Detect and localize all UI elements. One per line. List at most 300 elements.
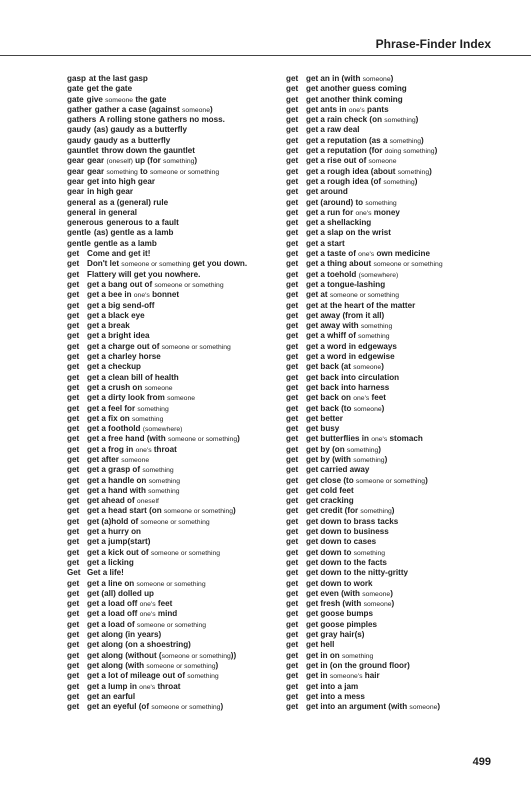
phrase-placeholder: someone or something [146, 662, 216, 670]
index-headword: get [286, 362, 299, 372]
phrase-text: get into an argument (with [306, 702, 410, 712]
index-headword: get [286, 454, 299, 464]
index-entry [286, 167, 502, 177]
index-entry [286, 301, 502, 311]
index-phrase [306, 537, 376, 546]
index-headword: get [67, 290, 80, 300]
index-phrase [306, 579, 373, 588]
index-phrase [306, 125, 360, 134]
index-headword: get [67, 496, 80, 506]
phrase-placeholder: someone or something [163, 508, 234, 516]
index-entry [67, 218, 283, 228]
index-phrase [306, 434, 423, 443]
index-phrase [306, 290, 399, 299]
index-phrase [87, 352, 161, 361]
phrase-text: get another think coming [306, 94, 403, 104]
phrase-placeholder: someone [409, 704, 438, 712]
index-phrase [87, 476, 180, 485]
phrase-text: get a taste of [306, 249, 359, 259]
index-headword: get [286, 300, 299, 310]
index-phrase [87, 95, 167, 104]
phrase-text: ) [391, 599, 395, 609]
index-phrase [87, 527, 141, 536]
index-headword: get [67, 413, 80, 423]
phrase-text: get in on [306, 650, 342, 660]
phrase-text: get a start [306, 238, 345, 248]
phrase-text: as a (general) rule [98, 197, 169, 207]
phrase-placeholder: someone or something [167, 436, 238, 444]
index-phrase [306, 486, 354, 495]
index-phrase [306, 105, 389, 114]
index-headword: get [286, 382, 299, 392]
index-headword: get [67, 640, 80, 650]
index-phrase [306, 84, 407, 93]
phrase-text: get a tongue-lashing [306, 279, 386, 289]
index-entry [67, 599, 283, 609]
phrase-text: get back (to [306, 403, 354, 413]
index-headword: get [286, 104, 299, 114]
index-entry [286, 434, 502, 444]
index-entry [286, 239, 502, 249]
phrase-text: ) [415, 115, 419, 125]
index-phrase [89, 74, 148, 83]
phrase-placeholder: one's [139, 611, 156, 619]
phrase-placeholder: someone or something [121, 261, 191, 269]
index-phrase [306, 682, 358, 691]
index-headword: get [67, 475, 80, 485]
phrase-text: get a shellacking [306, 218, 372, 228]
index-entry [67, 548, 283, 558]
phrase-text: get in [306, 671, 330, 681]
phrase-text: gentle as a lamb [93, 238, 157, 248]
phrase-text: get a reputation (as a [306, 135, 390, 145]
index-headword: get [67, 434, 80, 444]
phrase-text: ) [215, 660, 219, 670]
phrase-placeholder: something [106, 168, 138, 176]
phrase-placeholder: doing something [384, 148, 435, 156]
index-entry [286, 589, 502, 599]
index-headword: get [67, 506, 80, 516]
index-headword: get [67, 516, 80, 526]
phrase-text: get a load off [87, 609, 140, 619]
index-entry [67, 609, 283, 619]
index-phrase [87, 404, 169, 413]
index-headword: get [67, 650, 80, 660]
phrase-text: get (around) to [306, 197, 366, 207]
index-entry [286, 259, 502, 269]
index-entry [286, 517, 502, 527]
phrase-placeholder: something [389, 137, 422, 145]
index-phrase [306, 630, 364, 639]
index-entry [67, 579, 283, 589]
index-entry [67, 476, 283, 486]
index-column-left [67, 74, 283, 712]
index-phrase [306, 599, 394, 608]
phrase-text: ) [414, 176, 418, 186]
index-entry [67, 280, 283, 290]
index-phrase [87, 506, 236, 515]
phrase-text: get down to cases [306, 537, 377, 547]
index-phrase [87, 301, 154, 310]
index-headword: get [67, 310, 80, 320]
index-headword: get [67, 660, 80, 670]
index-headword: get [67, 588, 80, 598]
index-headword: get [67, 691, 80, 701]
phrase-text: get carried away [306, 465, 370, 475]
index-entry [67, 661, 283, 671]
phrase-text: ) [437, 702, 441, 712]
index-headword: get [67, 321, 80, 331]
phrase-placeholder: (somewhere) [142, 426, 183, 434]
phrase-text: get a thing about [306, 259, 374, 269]
phrase-text: ) [390, 74, 394, 83]
index-headword: gentle [67, 238, 91, 248]
index-entry [67, 537, 283, 547]
index-headword: get [286, 238, 299, 248]
phrase-text: get an eyeful (of [87, 702, 152, 712]
index-entry [286, 393, 502, 403]
index-headword: get [286, 372, 299, 382]
index-entry [67, 84, 283, 94]
index-phrase [306, 404, 384, 413]
phrase-placeholder: someone or something [150, 549, 221, 557]
index-entry [286, 362, 502, 372]
index-entry [286, 506, 502, 516]
phrase-text: get around [306, 187, 348, 197]
phrase-text: get a reputation (for [306, 146, 385, 156]
index-phrase [87, 167, 219, 176]
phrase-text: generous to a fault [106, 218, 179, 228]
phrase-text: get down to [306, 547, 354, 557]
phrase-placeholder: something [148, 487, 180, 495]
index-phrase [106, 218, 178, 227]
index-entry [67, 290, 283, 300]
phrase-text: ) [210, 104, 213, 114]
index-headword: get [67, 547, 80, 557]
index-phrase [87, 661, 218, 670]
index-phrase [306, 424, 339, 433]
phrase-text: get ahead of [87, 496, 137, 506]
index-phrase [306, 373, 399, 382]
phrase-text: get a free hand (with [87, 434, 168, 444]
phrase-text: get by (on [306, 444, 347, 454]
phrase-text: get a dirty look from [87, 393, 168, 403]
index-phrase [306, 651, 373, 660]
index-phrase [87, 249, 150, 258]
phrase-text: get a clean bill of health [87, 372, 179, 382]
index-headword: gauntlet [67, 146, 99, 156]
phrase-text: get a rough idea (about [306, 166, 398, 176]
phrase-placeholder: one's [358, 251, 375, 259]
index-headword: get [67, 444, 80, 454]
index-headword: get [286, 609, 299, 619]
index-entry [286, 486, 502, 496]
index-phrase [87, 270, 200, 279]
phrase-placeholder: someone [363, 601, 392, 609]
index-phrase [87, 424, 182, 433]
index-entry [67, 105, 283, 115]
phrase-placeholder: someone [353, 405, 382, 413]
index-entry [286, 136, 502, 146]
index-headword: get [67, 259, 80, 269]
index-entry [67, 362, 283, 372]
index-phrase [306, 476, 428, 485]
phrase-text: get down to brass tacks [306, 516, 399, 526]
index-phrase [99, 208, 137, 217]
index-entry [286, 280, 502, 290]
index-headword: general [67, 207, 96, 217]
index-headword: get [286, 444, 299, 454]
index-phrase [87, 599, 172, 608]
index-entry [286, 352, 502, 362]
phrase-placeholder: one's [133, 292, 150, 300]
index-phrase [87, 537, 150, 546]
phrase-placeholder: someone or something [136, 580, 206, 588]
index-entry [286, 640, 502, 650]
index-phrase [94, 228, 174, 237]
phrase-text: get an in (with [306, 74, 363, 83]
index-headword: get [67, 362, 80, 372]
index-headword: get [286, 403, 299, 413]
phrase-text: get a lot of mileage out of [87, 671, 188, 681]
phrase-placeholder: someone or something [355, 477, 426, 485]
phrase-text: (as) gaudy as a butterfly [93, 125, 187, 135]
index-phrase [87, 651, 236, 660]
index-phrase [87, 156, 197, 165]
index-entry [286, 414, 502, 424]
phrase-placeholder: something [365, 199, 397, 207]
phrase-placeholder: oneself [136, 498, 159, 506]
phrase-text: get a grasp of [87, 465, 143, 475]
index-headword: get [286, 341, 299, 351]
phrase-text: get another guess coming [306, 84, 407, 94]
phrase-text: mind [155, 609, 178, 619]
index-headword: get [286, 259, 299, 269]
index-phrase [87, 465, 174, 474]
index-entry [67, 228, 283, 238]
index-phrase [87, 393, 195, 402]
phrase-text: )) [230, 650, 237, 660]
index-entry [67, 125, 283, 135]
index-entry [286, 424, 502, 434]
index-entry [286, 218, 502, 228]
phrase-text: hair [362, 671, 380, 681]
index-headword: get [286, 465, 299, 475]
index-entry [67, 517, 283, 527]
index-entry [67, 589, 283, 599]
index-entry [67, 393, 283, 403]
phrase-text: in general [98, 207, 138, 217]
phrase-placeholder: someone or something [373, 261, 443, 269]
index-headword: get [286, 166, 299, 176]
index-phrase [87, 486, 180, 495]
index-entry [67, 177, 283, 187]
index-phrase [87, 280, 224, 289]
phrase-text: get a licking [87, 557, 134, 567]
index-headword: get [286, 228, 299, 238]
index-phrase [87, 445, 177, 454]
index-headword: gather [67, 104, 92, 114]
index-entry [286, 228, 502, 238]
phrase-text: get the gate [86, 84, 133, 94]
phrase-text: get a hand with [87, 485, 149, 495]
phrase-placeholder: something [163, 158, 195, 166]
phrase-placeholder: someone or something [140, 518, 210, 526]
phrase-text: get by (with [306, 454, 354, 464]
index-entry [67, 270, 283, 280]
index-phrase [306, 383, 389, 392]
index-phrase [306, 548, 385, 557]
index-entry [67, 486, 283, 496]
phrase-text: get a checkup [87, 362, 141, 372]
index-entry [286, 537, 502, 547]
phrase-placeholder: (oneself) [106, 158, 133, 166]
phrase-text: get a rough idea (of [306, 176, 384, 186]
index-entry [286, 651, 502, 661]
page-number: 499 [472, 756, 491, 768]
index-entry [67, 671, 283, 681]
phrase-text: get into high gear [87, 176, 156, 186]
index-entry [67, 239, 283, 249]
phrase-text: ) [429, 166, 432, 176]
index-phrase [87, 342, 231, 351]
index-entry [286, 177, 502, 187]
phrase-text: ) [381, 403, 385, 413]
index-headword: get [286, 681, 299, 691]
phrase-placeholder: something [142, 467, 174, 475]
index-headword: generous [67, 218, 104, 228]
index-phrase [87, 84, 132, 93]
index-entry [286, 568, 502, 578]
index-entry [67, 496, 283, 506]
index-phrase [87, 455, 149, 464]
index-entry [286, 548, 502, 558]
phrase-text: ) [421, 135, 424, 145]
phrase-placeholder: something [341, 652, 374, 660]
index-phrase [87, 362, 141, 371]
index-entry [286, 630, 502, 640]
index-headword: get [286, 352, 299, 362]
index-phrase [87, 311, 145, 320]
phrase-placeholder: someone [105, 96, 134, 104]
phrase-text: get butterflies in [306, 434, 372, 444]
phrase-text: get a rise out of [306, 156, 369, 166]
phrase-text: in high gear [87, 187, 133, 197]
phrase-text: Don't let [87, 259, 122, 269]
phrase-text: get hell [306, 640, 335, 650]
phrase-text: give [86, 94, 106, 104]
phrase-text: get a bright idea [87, 331, 150, 341]
index-entry [286, 558, 502, 568]
index-entry [286, 661, 502, 671]
index-entry [286, 125, 502, 135]
phrase-text: get a word in edgeways [306, 341, 397, 351]
phrase-placeholder: something [353, 456, 385, 464]
index-headword: get [67, 382, 80, 392]
index-entry [67, 414, 283, 424]
phrase-text: get a raw deal [306, 125, 360, 135]
index-headword: get [67, 300, 80, 310]
phrase-text: pants [364, 104, 389, 114]
index-headword: get [67, 609, 80, 619]
index-headword: get [286, 547, 299, 557]
phrase-text: gather a case (against [94, 104, 183, 114]
index-entry [67, 156, 283, 166]
phrase-text: get along (in years) [87, 630, 162, 640]
index-headword: get [67, 671, 80, 681]
index-entry [67, 198, 283, 208]
index-headword: get [67, 454, 80, 464]
index-headword: get [67, 372, 80, 382]
index-entry [67, 630, 283, 640]
phrase-placeholder: someone or something [161, 343, 231, 351]
index-entry [67, 259, 283, 269]
phrase-text: get a big send-off [87, 300, 155, 310]
index-entry [286, 527, 502, 537]
phrase-text: get ants in [306, 104, 349, 114]
phrase-text: get a kick out of [87, 547, 151, 557]
index-entry [67, 651, 283, 661]
index-entry [286, 599, 502, 609]
phrase-placeholder: someone [362, 590, 391, 598]
index-headword: get [286, 506, 299, 516]
phrase-placeholder: something [383, 178, 415, 186]
phrase-placeholder: something [358, 333, 390, 341]
header-rule [0, 55, 531, 56]
index-phrase [306, 321, 392, 330]
index-phrase [87, 589, 154, 598]
phrase-text: get a head start (on [87, 506, 164, 516]
index-entry [67, 321, 283, 331]
index-headword: get [286, 156, 299, 166]
phrase-text: get back into harness [306, 382, 390, 392]
phrase-placeholder: something [131, 415, 164, 423]
phrase-placeholder: something [148, 477, 180, 485]
index-phrase [87, 548, 220, 557]
index-phrase [87, 671, 219, 680]
index-phrase [94, 136, 170, 145]
index-headword: get [286, 84, 299, 94]
index-phrase [306, 198, 397, 207]
phrase-text: bonnet [149, 290, 180, 300]
index-headword: gate [67, 94, 84, 104]
index-entry [67, 342, 283, 352]
phrase-text: get down to work [306, 578, 373, 588]
index-headword: get [286, 434, 299, 444]
index-phrase [306, 393, 386, 402]
phrase-text: get along (with [87, 660, 147, 670]
index-entry [67, 383, 283, 393]
index-phrase [306, 167, 432, 176]
index-entry [67, 527, 283, 537]
phrase-placeholder: one's [355, 209, 372, 217]
index-phrase [87, 414, 163, 423]
index-headword: general [67, 197, 96, 207]
index-entry [67, 568, 283, 578]
phrase-placeholder: one's [371, 436, 388, 444]
phrase-text: get into a jam [306, 681, 359, 691]
index-phrase [306, 589, 393, 598]
index-phrase [306, 445, 381, 454]
phrase-text: get back into circulation [306, 372, 400, 382]
index-headword: get [286, 650, 299, 660]
index-phrase [306, 208, 400, 217]
index-phrase [306, 218, 371, 227]
phrase-text: get a foothold [87, 424, 143, 434]
index-phrase [94, 125, 187, 134]
phrase-text: ) [434, 146, 438, 156]
phrase-text: ) [194, 156, 198, 166]
